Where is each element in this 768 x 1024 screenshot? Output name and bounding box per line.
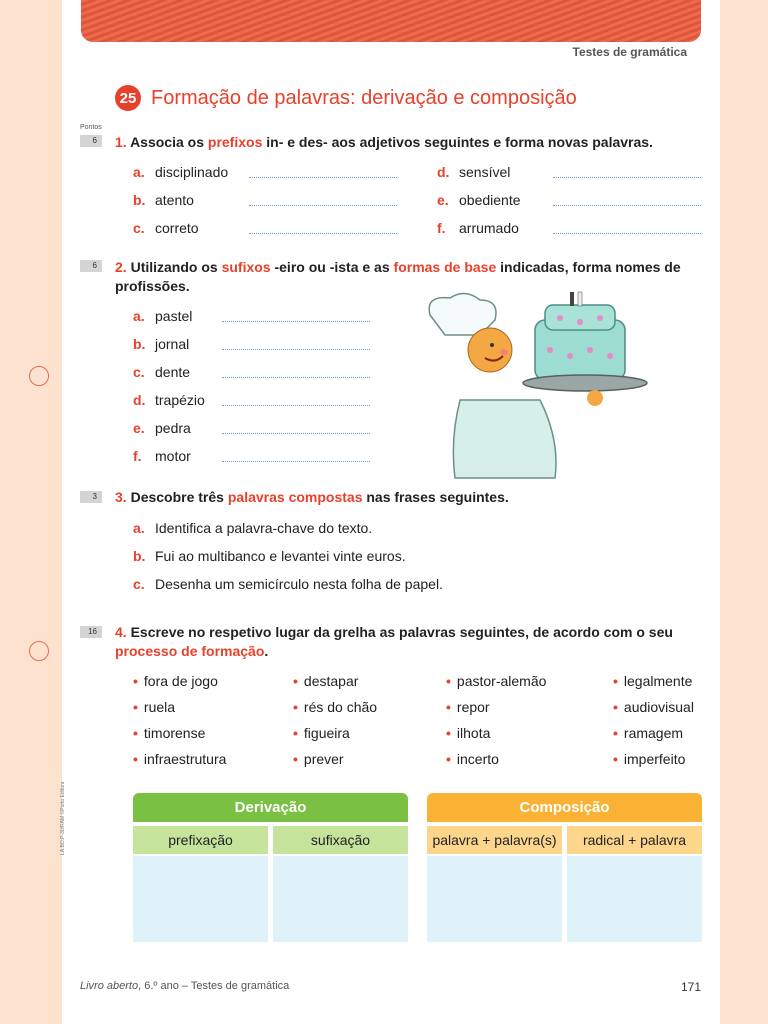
question-1: 1. Associa os prefixos in- e des- aos adjetivos seguintes e forma novas palavras. xyxy=(115,134,653,150)
bullet-icon: • xyxy=(446,751,451,767)
bullet-icon: • xyxy=(133,751,138,767)
bullet-icon: • xyxy=(133,673,138,689)
item-letter: c. xyxy=(133,576,145,592)
word-text: rés do chão xyxy=(303,699,378,715)
word-item xyxy=(446,751,499,768)
list-item xyxy=(437,164,510,181)
binder-ring-icon xyxy=(29,641,49,661)
binder-ring-icon xyxy=(29,366,49,386)
test-title-row xyxy=(115,85,577,111)
item-letter: c. xyxy=(133,220,145,236)
list-item xyxy=(133,164,228,181)
item-letter: d. xyxy=(133,392,146,408)
section-header: Testes de gramática xyxy=(572,45,687,59)
points-badge: 16 xyxy=(80,626,102,638)
item-letter: b. xyxy=(133,192,146,208)
word-text: fora de jogo xyxy=(143,673,218,689)
answer-line[interactable] xyxy=(222,404,370,406)
word-text: destapar xyxy=(303,673,359,689)
word-text: ramagem xyxy=(623,725,684,741)
palavra-palavra-header: palavra + palavra(s) xyxy=(427,826,562,854)
top-decorative-band xyxy=(81,0,701,42)
bullet-icon: • xyxy=(133,699,138,715)
item-word: correto xyxy=(155,220,199,236)
question-number: 2. xyxy=(115,259,127,275)
word-item xyxy=(613,751,685,768)
bullet-icon: • xyxy=(613,673,618,689)
list-item xyxy=(133,548,406,565)
item-word: disciplinado xyxy=(155,164,229,180)
composicao-header: Composição xyxy=(427,793,702,822)
word-item xyxy=(293,751,344,768)
item-word: sensível xyxy=(459,164,511,180)
word-item xyxy=(613,725,683,742)
item-letter: f. xyxy=(437,220,446,236)
points-badge: 6 xyxy=(80,260,102,272)
answer-line[interactable] xyxy=(222,432,370,434)
item-word: arrumado xyxy=(459,220,519,236)
chef-illustration xyxy=(420,290,650,480)
word-item xyxy=(613,673,692,690)
word-item xyxy=(133,699,175,716)
item-word: trapézio xyxy=(155,392,205,408)
answer-line[interactable] xyxy=(222,348,370,350)
word-item xyxy=(446,725,490,742)
item-word: Identifica a palavra-chave do texto. xyxy=(155,520,373,536)
item-word: pastel xyxy=(155,308,193,324)
footer-book: Livro aberto, 6.º ano – Testes de gramática xyxy=(80,980,290,992)
derivacao-header: Derivação xyxy=(133,793,408,822)
item-word: Fui ao multibanco e levantei vinte euros. xyxy=(155,548,406,564)
question-number: 4. xyxy=(115,624,127,640)
points-label: Pontos xyxy=(80,124,102,131)
item-letter: b. xyxy=(133,548,146,564)
bullet-icon: • xyxy=(293,725,298,741)
word-text: timorense xyxy=(143,725,206,741)
word-text: imperfeito xyxy=(623,751,686,767)
list-item xyxy=(133,364,190,381)
item-letter: d. xyxy=(437,164,450,180)
page-number: 171 xyxy=(680,980,701,994)
bullet-icon: • xyxy=(133,725,138,741)
prefixacao-header: prefixação xyxy=(133,826,268,854)
answer-line[interactable] xyxy=(553,232,701,234)
bullet-icon: • xyxy=(293,699,298,715)
item-word: Desenha um semicírculo nesta folha de papel. xyxy=(155,576,443,592)
word-text: repor xyxy=(456,699,490,715)
item-letter: a. xyxy=(133,308,145,324)
bullet-icon: • xyxy=(446,725,451,741)
list-item xyxy=(437,220,519,237)
word-item xyxy=(293,725,350,742)
question-number: 1. xyxy=(115,134,127,150)
bullet-icon: • xyxy=(613,751,618,767)
word-item xyxy=(613,699,694,716)
word-item xyxy=(293,673,358,690)
answer-line[interactable] xyxy=(222,460,370,462)
question-4: 4. Escreve no respetivo lugar da grelha as palavras seguintes, de acordo com o seu processo de formação. xyxy=(115,624,673,659)
prefixacao-cell[interactable] xyxy=(133,856,268,942)
bullet-icon: • xyxy=(293,751,298,767)
item-word: dente xyxy=(155,364,191,380)
sufixacao-header: sufixação xyxy=(273,826,408,854)
item-word: jornal xyxy=(155,336,190,352)
item-letter: e. xyxy=(437,192,449,208)
points-badge: 6 xyxy=(80,135,102,147)
question-number: 3. xyxy=(115,489,127,505)
item-letter: c. xyxy=(133,364,145,380)
item-letter: f. xyxy=(133,448,142,464)
radical-palavra-header: radical + palavra xyxy=(567,826,702,854)
answer-line[interactable] xyxy=(222,376,370,378)
item-word: atento xyxy=(155,192,194,208)
item-word: motor xyxy=(155,448,191,464)
answer-line[interactable] xyxy=(249,232,397,234)
answer-line[interactable] xyxy=(249,204,397,206)
word-text: legalmente xyxy=(623,673,693,689)
sufixacao-cell[interactable] xyxy=(273,856,408,942)
points-badge: 3 xyxy=(80,491,102,503)
test-number-badge: 25 xyxy=(115,85,141,111)
word-item xyxy=(133,725,205,742)
question-3: 3. Descobre três palavras compostas nas frases seguintes. xyxy=(115,489,509,505)
list-item xyxy=(133,420,191,437)
palavra-palavra-cell[interactable] xyxy=(427,856,562,942)
word-text: ilhota xyxy=(456,725,491,741)
item-word: obediente xyxy=(459,192,521,208)
answer-line[interactable] xyxy=(222,320,370,322)
word-item xyxy=(133,673,218,690)
list-item xyxy=(133,520,372,537)
word-text: infraestrutura xyxy=(143,751,227,767)
word-item xyxy=(293,699,377,716)
item-letter: e. xyxy=(133,420,145,436)
answer-line[interactable] xyxy=(553,176,701,178)
bullet-icon: • xyxy=(446,673,451,689)
bullet-icon: • xyxy=(446,699,451,715)
word-text: pastor-alemão xyxy=(456,673,547,689)
word-text: figueira xyxy=(303,725,350,741)
word-text: prever xyxy=(303,751,344,767)
item-letter: a. xyxy=(133,520,145,536)
answer-line[interactable] xyxy=(553,204,701,206)
item-letter: b. xyxy=(133,336,146,352)
word-text: audiovisual xyxy=(623,699,694,715)
list-item xyxy=(133,392,205,409)
question-2: 2. Utilizando os sufixos -eiro ou -ista e as formas de base indicadas, forma nomes de profissões. xyxy=(115,259,681,294)
bullet-icon: • xyxy=(613,725,618,741)
list-item xyxy=(133,336,189,353)
bullet-icon: • xyxy=(613,699,618,715)
list-item xyxy=(133,308,192,325)
list-item xyxy=(133,220,199,237)
radical-palavra-cell[interactable] xyxy=(567,856,702,942)
test-title: Formação de palavras: derivação e composição xyxy=(151,86,577,109)
bullet-icon: • xyxy=(293,673,298,689)
list-item xyxy=(437,192,521,209)
answer-line[interactable] xyxy=(249,176,397,178)
item-word: pedra xyxy=(155,420,191,436)
list-item xyxy=(133,448,191,465)
word-item xyxy=(446,673,546,690)
list-item xyxy=(133,192,194,209)
word-text: ruela xyxy=(143,699,176,715)
word-item xyxy=(133,751,226,768)
list-item xyxy=(133,576,443,593)
item-letter: a. xyxy=(133,164,145,180)
side-credit: LA.BO.P-30/RAM ©Porto Editora xyxy=(60,781,66,855)
word-text: incerto xyxy=(456,751,499,767)
word-item xyxy=(446,699,490,716)
